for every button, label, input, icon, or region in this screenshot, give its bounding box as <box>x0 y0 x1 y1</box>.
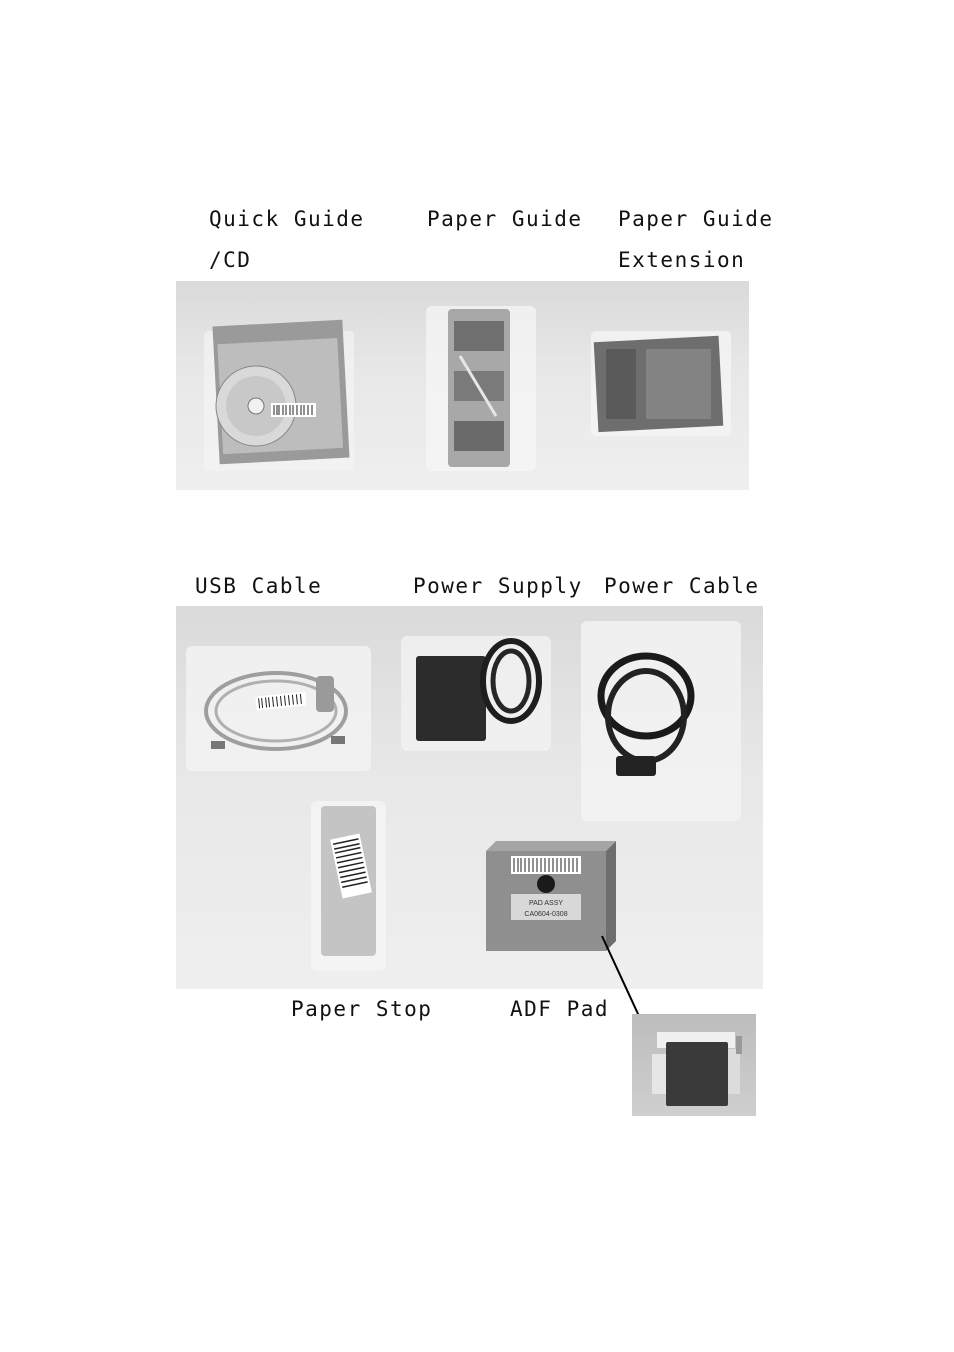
label-quick-guide-cd: /CD <box>209 248 252 272</box>
label-paper-stop: Paper Stop <box>291 997 433 1021</box>
adf-pad-inset-photo <box>632 1014 756 1116</box>
adf-box-label-part-no: CA0604-0308 <box>524 911 568 918</box>
label-usb-cable: USB Cable <box>195 574 323 598</box>
label-paper-guide-extension-line2: Extension <box>618 248 746 272</box>
label-adf-pad: ADF Pad <box>510 997 610 1021</box>
label-paper-guide: Paper Guide <box>427 207 583 231</box>
label-power-cable: Power Cable <box>604 574 760 598</box>
adf-box-label-pad-assy: PAD ASSY <box>528 900 564 907</box>
label-paper-guide-extension-line1: Paper Guide <box>618 207 774 231</box>
label-power-supply: Power Supply <box>413 574 583 598</box>
label-quick-guide: Quick Guide <box>209 207 365 231</box>
